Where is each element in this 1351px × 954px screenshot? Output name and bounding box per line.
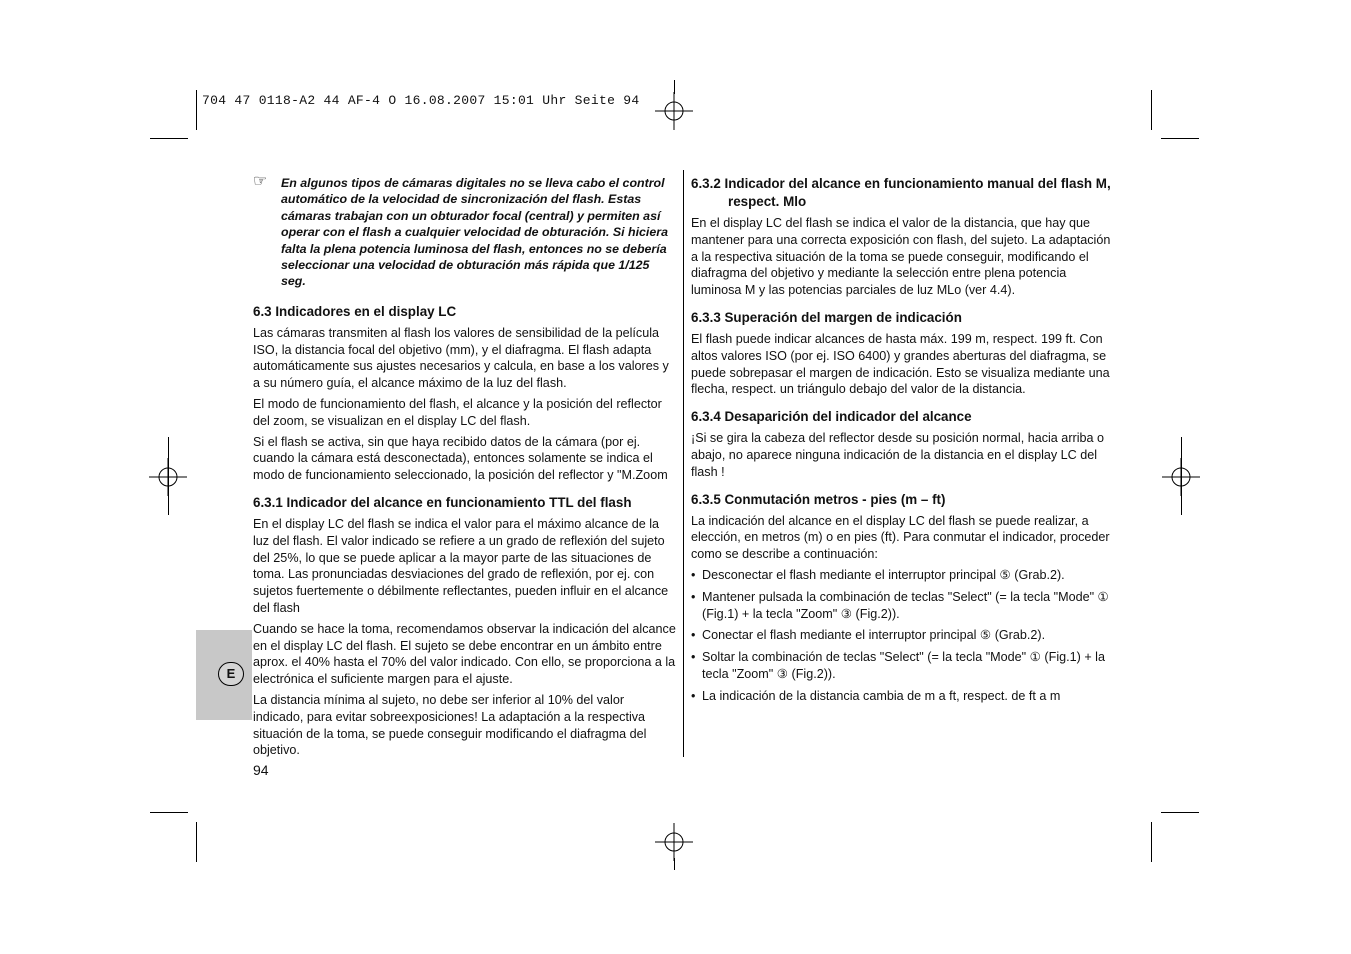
section-6-3-4-paragraph-1: ¡Si se gira la cabeza del reflector desde su posición normal, hacia arriba o abajo, no aparece ninguna indicación de la distancia en el display LC del flash ! (691, 431, 1105, 479)
section-6-3-3-heading: 6.3.3 Superación del margen de indicación (691, 309, 962, 325)
section-6-3 (253, 303, 677, 484)
section-6-3-1-heading: 6.3.1 Indicador del alcance en funcionamiento TTL del flash (253, 495, 632, 511)
pointing-hand-icon: ☞ (253, 173, 268, 190)
crop-mark-tl-v (196, 90, 197, 130)
left-column (253, 175, 677, 769)
language-tab-letter: E (218, 662, 244, 686)
section-6-3-1 (253, 494, 677, 759)
registration-crosshair-top-icon (655, 92, 693, 130)
list-item: • Mantener pulsada la combinación de teclas "Select" (= la tecla "Mode" ① (Fig.1) + la tecla "Zoom" ③ (Fig.2)). (691, 589, 1115, 623)
crop-mark-br-v (1151, 822, 1152, 862)
section-6-3-1-paragraph-3: La distancia mínima al sujeto, no debe ser inferior al 10% del valor indicado, para evitar sobreexposiciones! La adaptación a la respectiva situación de la toma, se puede conseguir modificando el diafragma del objetivo. (253, 692, 647, 758)
crosshair-extender-bottom (674, 858, 675, 870)
right-column (691, 175, 1115, 715)
section-6-3-paragraph-2: El modo de funcionamiento del flash, el alcance y la posición del reflector del zoom, se visualizan en el display LC del flash. (253, 397, 662, 428)
section-6-3-5 (691, 491, 1115, 705)
section-6-3-paragraph-3: Si el flash se activa, sin que haya recibido datos de la cámara (por ej. cuando la cámara está desconectada), entonces solamente se indica el modo de funcionamiento seleccionado, la posición del reflector y "M.Zoom (253, 434, 668, 483)
section-6-3-heading: 6.3 Indicadores en el display LC (253, 303, 457, 319)
section-6-3-2 (691, 175, 1115, 299)
section-6-3-2-paragraph-1: En el display LC del flash se indica el valor de la distancia, que hay que mantener para una correcta exposición con flash, del sujeto. La adaptación a la respectiva situación de la toma se puede conseguir, modificando el diafragma del objetivo y mediante la selección entre plena potencia luminosa M y las potencias parciales de luz MLo (ver 4.4). (691, 216, 1111, 298)
crosshair-extender-left (168, 437, 169, 515)
section-6-3-5-paragraph-1: La indicación del alcance en el display LC del flash se puede realizar, a elección, en metros (m) o en pies (ft). Para conmutar el indicador, proceder como se describe a continuación: (691, 513, 1110, 562)
crop-mark-br-h (1161, 812, 1199, 813)
list-item: • Conectar el flash mediante el interruptor principal ⑤ (Grab.2). (691, 627, 1115, 644)
page-number: 94 (253, 762, 269, 778)
crop-mark-tl-h (150, 138, 188, 139)
crop-mark-bl-h (150, 812, 188, 813)
section-6-3-1-paragraph-2: Cuando se hace la toma, recomendamos observar la indicación del alcance en el display LC del flash. El sujeto se debe encontrar en un ámbito entre aprox. el 40% hasta el 70% del valor indicado. Con ello, se proporciona a la electrónica el suficiente margen para el ajuste. (253, 621, 676, 687)
list-item: • La indicación de la distancia cambia de m a ft, respect. de ft a m (691, 688, 1115, 705)
section-6-3-3-paragraph-1: El flash puede indicar alcances de hasta máx. 199 m, respect. 199 ft. Con altos valores ISO (por ej. ISO 6400) y grandes aberturas del diafragma, se puede sobrepasar el margen de indicación. Esto se visualiza mediante una flecha, respect. un triángulo debajo del valor de la distancia. (691, 331, 1110, 397)
column-divider (683, 170, 684, 757)
section-6-3-1-paragraph-1: En el display LC del flash se indica el valor para el máximo alcance de la luz del flash. El valor indicado se refiere a un grado de reflexión del sujeto del 25%, lo que se puede aplicar a la mayor parte de las situaciones de toma. Las pronunciadas desviaciones del grado de reflexión, por ej. con sujetos fuertemente o débilmente reflectantes, pueden influir en el alcance del flash (253, 517, 669, 615)
section-6-3-3 (691, 309, 1115, 398)
note-box (253, 175, 677, 290)
crop-mark-bl-v (196, 822, 197, 862)
list-item: • Desconectar el flash mediante el interruptor principal ⑤ (Grab.2). (691, 567, 1115, 584)
print-header: 704 47 0118-A2 44 AF-4 O 16.08.2007 15:01 Uhr Seite 94 (202, 93, 640, 108)
section-6-3-paragraph-1: Las cámaras transmiten al flash los valores de sensibilidad de la película ISO, la distancia focal del objetivo (mm), y el diafragma. El flash adapta automáticamente sus ajustes necesarios y calcula, en base a los valores y a su número guía, el alcance máximo de la luz del flash. (253, 325, 669, 391)
section-6-3-4-heading: 6.3.4 Desaparición del indicador del alcance (691, 409, 972, 425)
crop-mark-tr-v (1151, 90, 1152, 130)
list-item: • Soltar la combinación de teclas "Select" (= la tecla "Mode" ① (Fig.1) + la tecla "Zoom" ③ (Fig.2)). (691, 649, 1115, 683)
crop-mark-tr-h (1161, 138, 1199, 139)
note-text: En algunos tipos de cámaras digitales no se lleva cabo el control automático de la velocidad de sincronización del flash. Estas cámaras trabajan con un obturador focal (central) y permiten así operar con el flash a cualquier velocidad de obturación. Si hiciera falta la plena potencia luminosa del flash, entonces no se debería seleccionar una velocidad de obturación más rápida que 1/125 seg. (281, 176, 668, 289)
registration-crosshair-bottom-icon (655, 823, 693, 861)
section-6-3-2-heading: 6.3.2 Indicador del alcance en funcionamiento manual del flash M, respect. Mlo (691, 176, 1111, 209)
steps-list (691, 567, 1115, 705)
section-6-3-4 (691, 408, 1115, 480)
crosshair-extender-right (1181, 437, 1182, 515)
section-6-3-5-heading: 6.3.5 Conmutación metros - pies (m – ft) (691, 491, 946, 507)
crosshair-extender-top (674, 80, 675, 94)
